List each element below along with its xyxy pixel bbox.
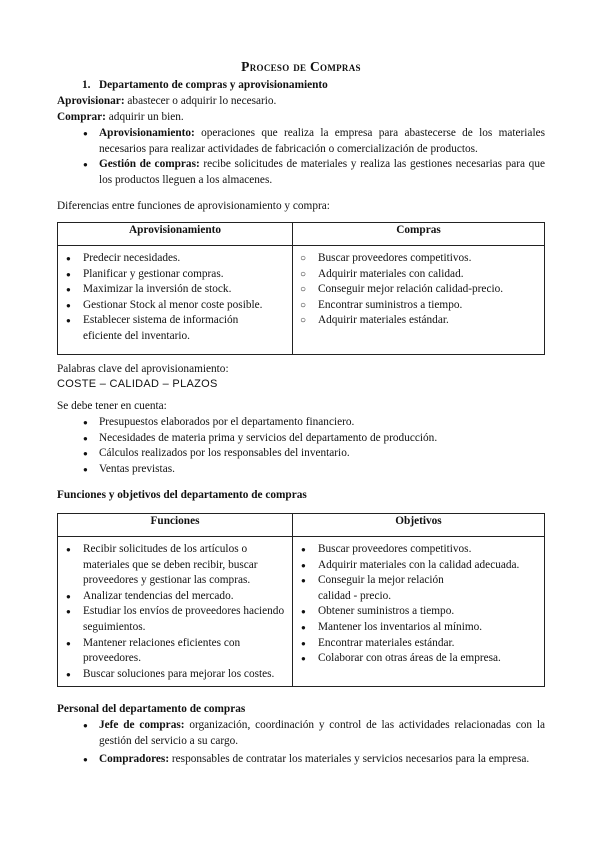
list-item-text: responsables de contratar los materiales y servicios necesarios para la empresa. — [169, 753, 530, 766]
section-title: Departamento de compras y aprovisionamiento — [98, 79, 328, 91]
page-title: Proceso de Compras — [241, 59, 361, 74]
keywords-intro: Palabras clave del aprovisionamiento: — [57, 363, 229, 375]
section-heading-3: Personal del departamento de compras — [57, 703, 246, 715]
definition-term: Comprar: — [57, 111, 106, 123]
list-item — [99, 752, 545, 768]
list-item: ● Buscar proveedores competitivos. — [318, 542, 538, 558]
table-aprovisionamiento-compras — [57, 222, 545, 355]
list-item: ● Necesidades de materia prima y servicios del departamento de producción. — [99, 431, 545, 447]
list-item: ● Planificar y gestionar compras. — [83, 267, 278, 283]
table-cell — [293, 246, 545, 355]
table-cell — [58, 246, 293, 355]
concept-list — [57, 126, 545, 188]
consider-intro: Se debe tener en cuenta: — [57, 400, 167, 412]
list-item — [99, 126, 545, 157]
list-item — [99, 718, 545, 749]
list-item: ● Obtener suministros a tiempo. — [318, 604, 538, 620]
definition-aprovisionar — [57, 94, 545, 110]
table-cell — [293, 537, 545, 687]
list-item: ○ Buscar proveedores competitivos. — [318, 251, 540, 267]
list-item: ○ Conseguir mejor relación calidad-precio. — [318, 282, 540, 298]
section-heading-2: Funciones y objetivos del departamento de compras — [57, 489, 307, 501]
section-number: 1. — [82, 79, 91, 91]
list-item — [99, 157, 545, 188]
list-item: ● Presupuestos elaborados por el departamento financiero. — [99, 415, 545, 431]
consider-list — [57, 415, 545, 477]
definition-comprar — [57, 110, 545, 126]
table-header: Compras — [293, 223, 545, 246]
table-funciones-objetivos — [57, 513, 545, 687]
diff-intro: Diferencias entre funciones de aprovisionamiento y compra: — [57, 200, 330, 212]
definition-text: abastecer o adquirir lo necesario. — [124, 95, 277, 107]
list-item-term: Aprovisionamiento: — [99, 127, 195, 139]
list-item: ● Recibir solicitudes de los artículos o materiales que se deben recibir, buscar proveedores y gestionar las compras. — [83, 542, 288, 589]
list-item-term: Jefe de compras: — [99, 719, 185, 731]
list-item: ● Gestionar Stock al menor coste posible. — [83, 298, 278, 314]
table-cell — [58, 537, 293, 687]
table-header: Aprovisionamiento — [58, 223, 293, 246]
list-item: ● Mantener los inventarios al mínimo. — [318, 620, 538, 636]
list-item: ○ Adquirir materiales estándar. — [318, 313, 540, 329]
list-item: ● Cálculos realizados por los responsables del inventario. — [99, 446, 545, 462]
table-header: Objetivos — [293, 514, 545, 537]
list-item: ● Predecir necesidades. — [83, 251, 278, 267]
list-item-text: recibe solicitudes de materiales y realiza las gestiones necesarias para que los productos lleguen a los almacenes. — [99, 158, 545, 186]
definition-text: adquirir un bien. — [105, 111, 184, 123]
list-item: ● Conseguir la mejor relación calidad - precio. — [318, 573, 538, 604]
list-item-text: organización, coordinación y control de las actividades relacionadas con la gestión del servicio a su cargo. — [99, 719, 546, 747]
section-heading-1 — [82, 78, 570, 94]
list-item-term: Compradores: — [99, 753, 170, 766]
list-item: ● Encontrar materiales estándar. — [318, 636, 538, 652]
table-header: Funciones — [58, 514, 293, 537]
list-item: ● Establecer sistema de información eficiente del inventario. — [83, 313, 278, 344]
list-item: ● Adquirir materiales con la calidad adecuada. — [318, 558, 538, 574]
list-item: ○ Adquirir materiales con calidad. — [318, 267, 540, 283]
list-item: ● Estudiar los envíos de proveedores haciendo seguimientos. — [83, 604, 288, 635]
list-item: ● Mantener relaciones eficientes con proveedores. — [83, 636, 288, 667]
list-item: ● Maximizar la inversión de stock. — [83, 282, 278, 298]
list-item: ● Analizar tendencias del mercado. — [83, 589, 288, 605]
personal-list — [57, 718, 545, 768]
list-item-term: Gestión de compras: — [99, 158, 200, 171]
definition-term: Aprovisionar: — [57, 95, 125, 107]
list-item-text: operaciones que realiza la empresa para abastecerse de los materiales necesarios para realizar actividades de fabricación o comercialización de productos. — [99, 127, 545, 155]
list-item: ● Ventas previstas. — [99, 462, 545, 478]
list-item: ● Colaborar con otras áreas de la empresa. — [318, 651, 538, 667]
list-item: ○ Encontrar suministros a tiempo. — [318, 298, 540, 314]
keywords: COSTE – CALIDAD – PLAZOS — [57, 378, 218, 390]
list-item: ● Buscar soluciones para mejorar los costes. — [83, 667, 288, 683]
